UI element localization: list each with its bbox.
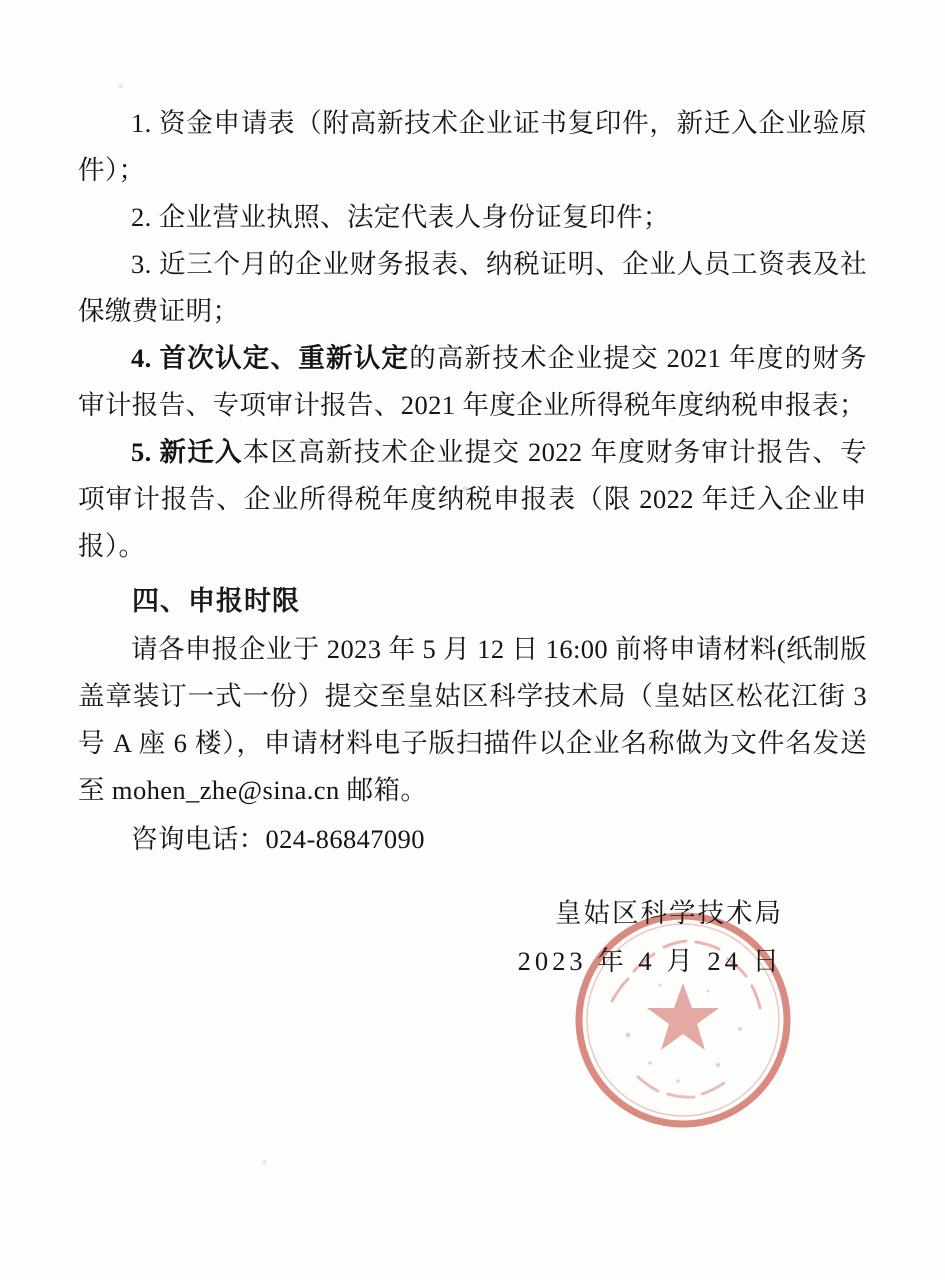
list-item: 2. 企业营业执照、法定代表人身份证复印件； bbox=[131, 202, 670, 232]
signature-organization: 皇姑区科学技术局 bbox=[555, 898, 783, 928]
list-item-text: 的高新技术企业提交 2021 年度的财务审计报告、专项审计报告、2021 年度企业所得税年度纳税申报表； bbox=[78, 343, 867, 420]
contact-line: 咨询电话：024-86847090 bbox=[131, 824, 425, 854]
section-heading: 四、申报时限 bbox=[132, 586, 300, 616]
list-item: 1. 资金申请表（附高新技术企业证书复印件，新迁入企业验原件）； bbox=[78, 108, 867, 185]
signature-date: 2023 年 4 月 24 日 bbox=[517, 946, 783, 976]
list-item bbox=[78, 429, 867, 570]
list-item-emphasis: 4. 首次认定、重新认定 bbox=[131, 343, 410, 373]
list-item-text: 本区高新技术企业提交 2022 年度财务审计报告、专项审计报告、企业所得税年度纳税申报表（限 2022 年迁入企业申报）。 bbox=[78, 437, 867, 561]
list-item-emphasis: 5. 新迁入 bbox=[131, 437, 243, 467]
list-item bbox=[78, 335, 867, 429]
list-item: 3. 近三个月的企业财务报表、纳税证明、企业人员工资表及社保缴费证明； bbox=[78, 249, 867, 326]
deadline-paragraph: 请各申报企业于 2023 年 5 月 12 日 16:00 前将申请材料(纸制版盖章装订一式一份）提交至皇姑区科学技术局（皇姑区松花江街 3 号 A 座 6 楼），申请材料电子版扫描件以企业名称做为文件名发送至 mohen_zhe@sina.cn 邮箱。 bbox=[78, 634, 867, 805]
signature-block bbox=[78, 889, 867, 985]
